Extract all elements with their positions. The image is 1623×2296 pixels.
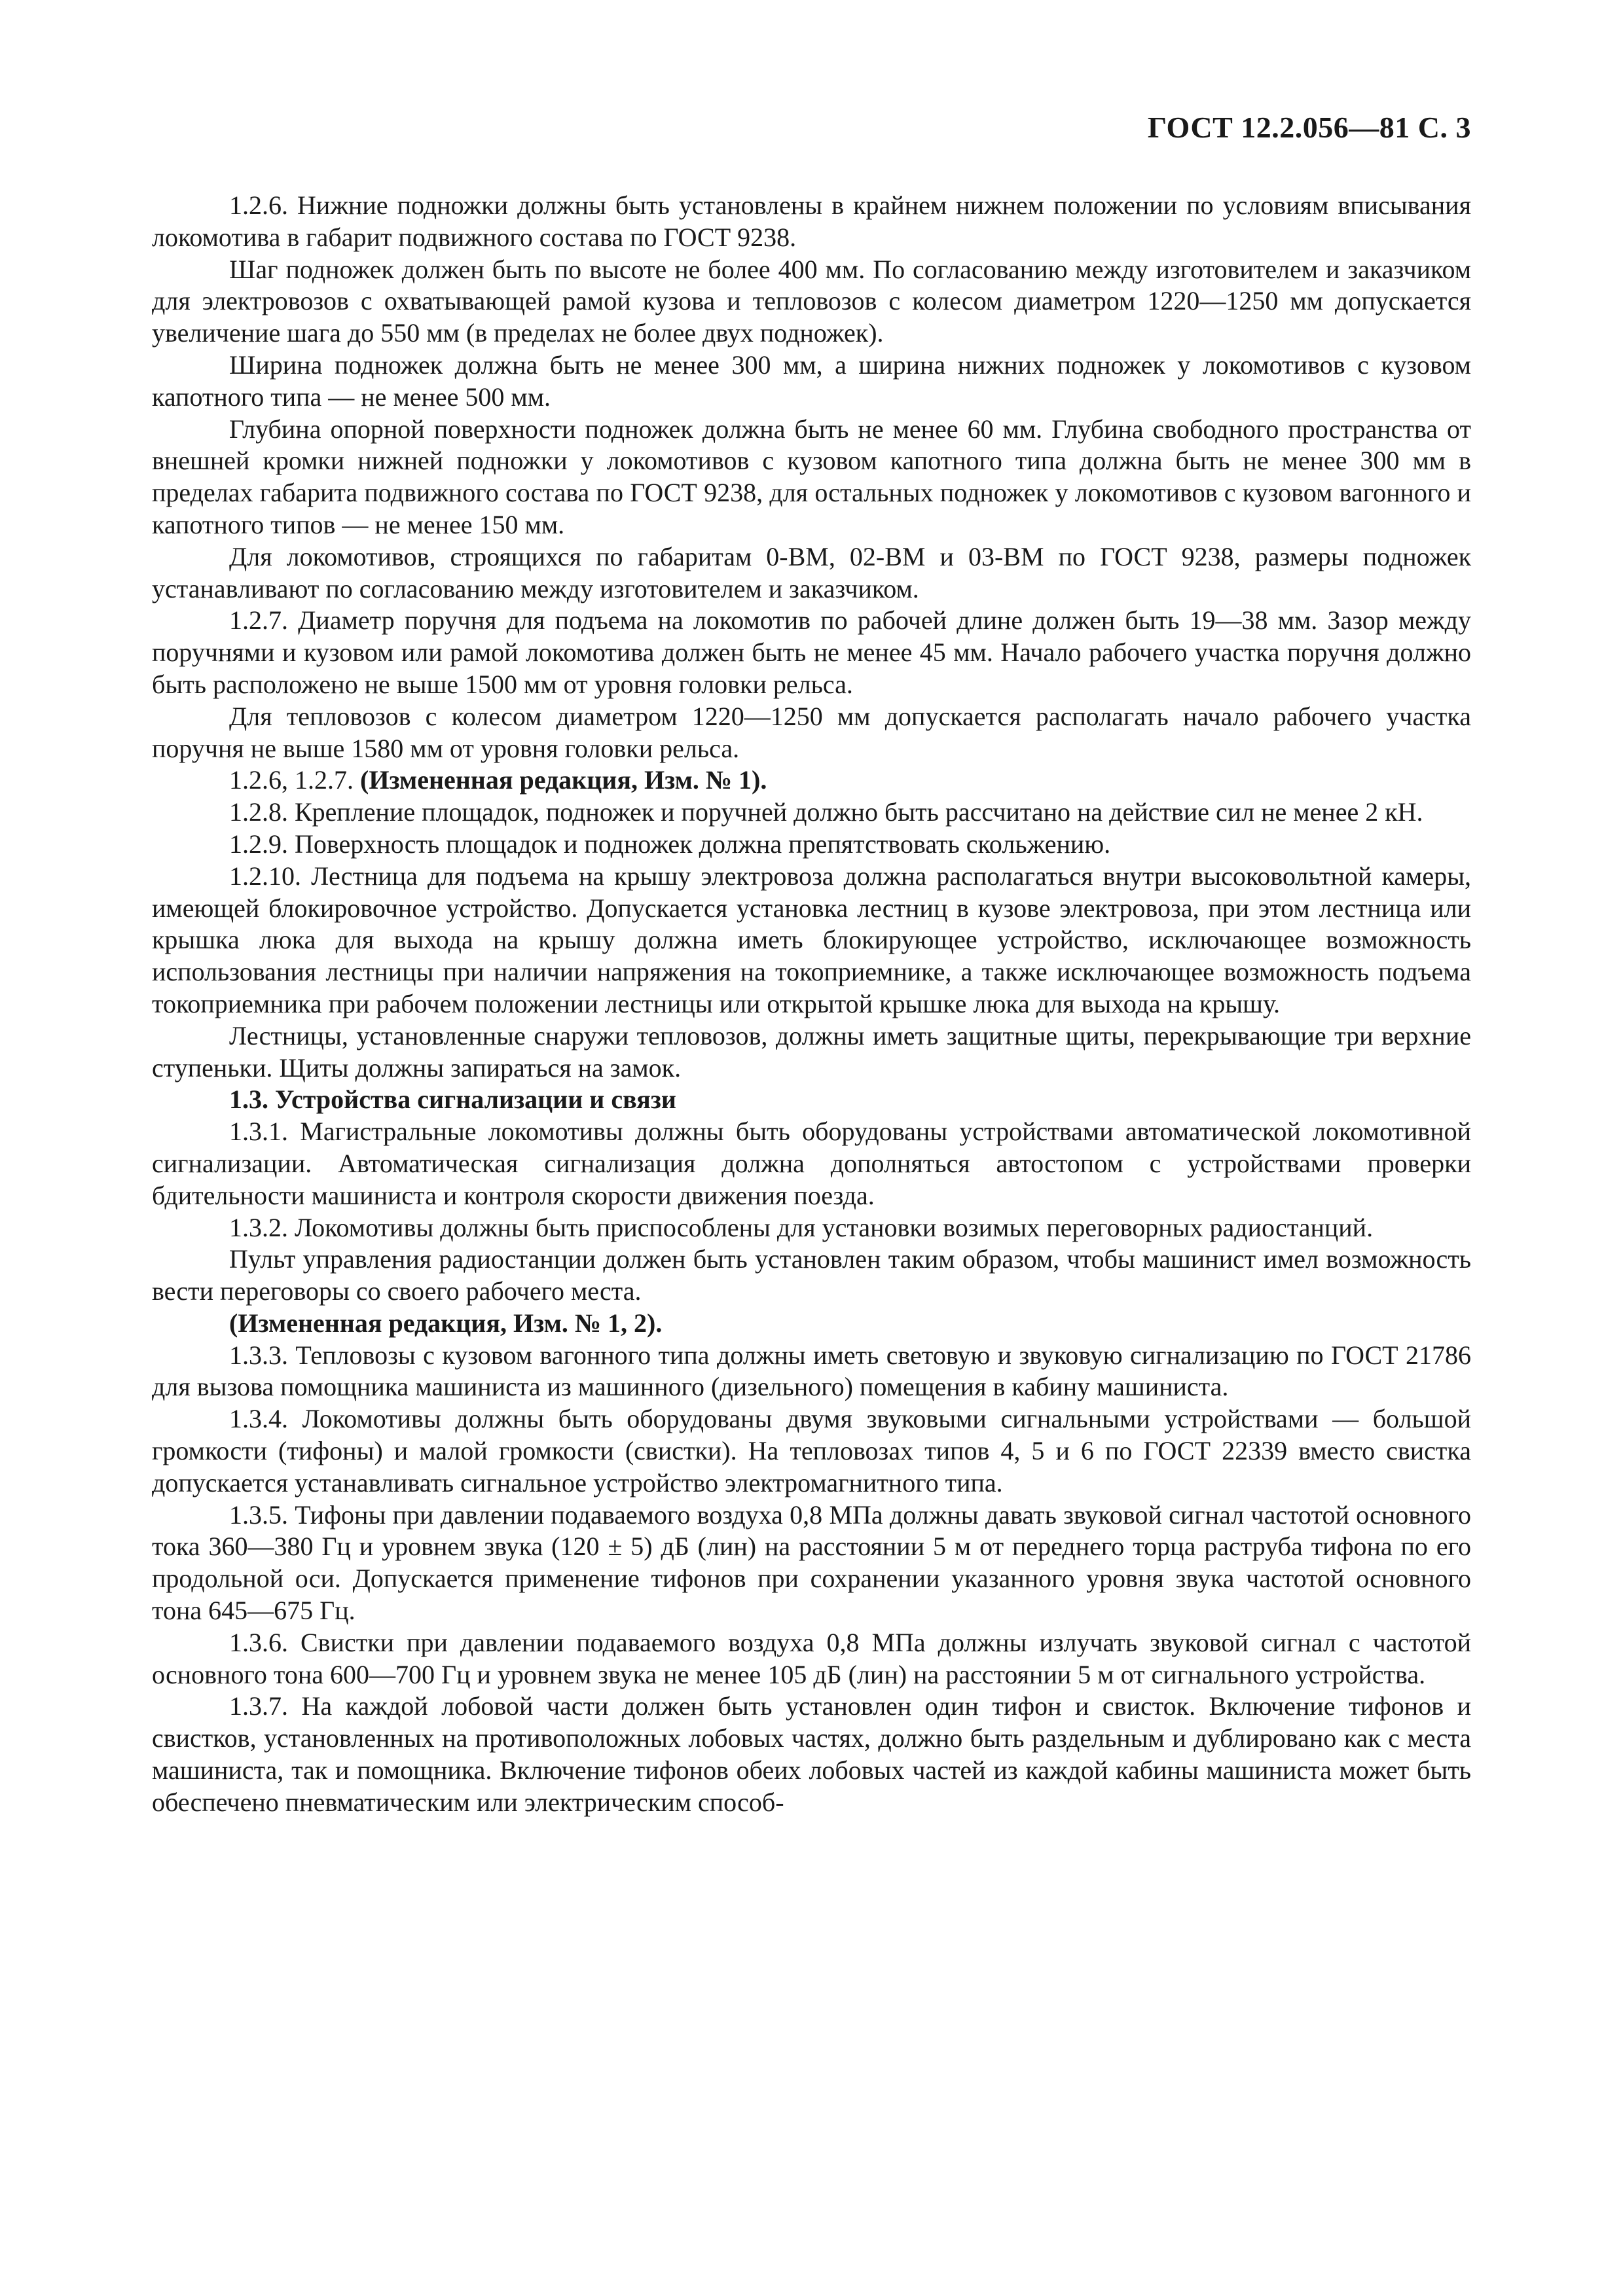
running-title: ГОСТ 12.2.056—81 С. 3: [1147, 111, 1471, 144]
paragraph: 1.2.7. Диаметр поручня для подъема на локомотив по рабочей длине должен быть 19—38 мм. Зазор между поручнями и кузовом или рамой локомотива должен быть не менее 45 мм. Начало рабочего участка поручня должно быть расположено не выше 1500 мм от уровня головки рельса.: [152, 605, 1471, 699]
paragraph: 1.3.1. Магистральные локомотивы должны быть оборудованы устройствами автоматической локомотивной сигнализации. Автоматическая сигнализация должна дополняться автостопом с устройствами проверки бдительности машиниста и контроля скорости движения поезда.: [152, 1117, 1471, 1210]
paragraph: 1.3.2. Локомотивы должны быть приспособлены для установки возимых переговорных радиостанций.: [229, 1212, 1374, 1242]
paragraph: Для локомотивов, строящихся по габаритам 0-ВМ, 02-ВМ и 03-ВМ по ГОСТ 9238, размеры подножек устанавливают по согласованию между изготовителем и заказчиком.: [152, 541, 1471, 603]
paragraph: 1.3.5. Тифоны при давлении подаваемого воздуха 0,8 МПа должны давать звуковой сигнал частотой основного тока 360—380 Гц и уровнем звука (120 ± 5) дБ (лин) на расстоянии 5 м от переднего торца раструба тифона по его продольной оси. Допускается применение тифонов при сохранении указанного уровня звука частотой основного тона 645—675 Гц.: [152, 1499, 1471, 1626]
paragraph: 1.2.10. Лестница для подъема на крышу электровоза должна располагаться внутри высоковольтной камеры, имеющей блокировочное устройство. Допускается установка лестниц в кузове электровоза, при этом лестница или крышка люка для выхода на крышу должна иметь блокирующее устройство, исключающее возможность использования лестницы при наличии напряжения на токоприемнике, а также исключающее возможность подъема токоприемника при рабочем положении лестницы или открытой крышке люка для выхода на крышу.: [152, 861, 1471, 1018]
document-body: [152, 190, 1471, 1819]
paragraph: Шаг подножек должен быть по высоте не более 400 мм. По согласованию между изготовителем и заказчиком для электровозов с охватывающей рамой кузова и тепловозов с колесом диаметром 1220—1250 мм допускается увеличение шага до 550 мм (в пределах не более двух подножек).: [152, 254, 1471, 348]
amendment-text: (Измененная редакция, Изм. № 1).: [360, 765, 767, 795]
paragraph: 1.3.6. Свистки при давлении подаваемого воздуха 0,8 МПа должны излучать звуковой сигнал с частотой основного тона 600—700 Гц и уровнем звука не менее 105 дБ (лин) на расстоянии 5 м от сигнального устройства.: [152, 1627, 1471, 1689]
paragraph: 1.3.4. Локомотивы должны быть оборудованы двумя звуковыми сигнальными устройствами — большой громкости (тифоны) и малой громкости (свистки). На тепловозах типов 4, 5 и 6 по ГОСТ 22339 вместо свистка допускается устанавливать сигнальное устройство электромагнитного типа.: [152, 1404, 1471, 1498]
paragraph: 1.3.3. Тепловозы с кузовом вагонного типа должны иметь световую и звуковую сигнализацию по ГОСТ 21786 для вызова помощника машиниста из машинного (дизельного) помещения в кабину машиниста.: [152, 1340, 1471, 1402]
paragraph: 1.3.7. На каждой лобовой части должен быть установлен один тифон и свисток. Включение тифонов и свистков, установленных на противоположных лобовых частях, должно быть раздельным и дублировано как с места машиниста, так и помощника. Включение тифонов обеих лобовых частей из каждой кабины машиниста может быть обеспечено пневматическим или электрическим способ-: [152, 1691, 1471, 1817]
paragraph: 1.2.8. Крепление площадок, подножек и поручней должно быть рассчитано на действие сил не менее 2 кН.: [229, 797, 1423, 827]
paragraph: Для тепловозов с колесом диаметром 1220—1250 мм допускается располагать начало рабочего участка поручня не выше 1580 мм от уровня головки рельса.: [152, 701, 1471, 763]
section-heading: 1.3. Устройства сигнализации и связи: [229, 1085, 676, 1115]
paragraph: 1.2.6. Нижние подножки должны быть установлены в крайнем нижнем положении по условиям вписывания локомотива в габарит подвижного состава по ГОСТ 9238.: [152, 190, 1471, 252]
paragraph: Глубина опорной поверхности подножек должна быть не менее 60 мм. Глубина свободного пространства от внешней кромки нижней подножки у локомотивов с кузовом капотного типа должна быть не менее 300 мм в пределах габарита подвижного состава по ГОСТ 9238, для остальных подножек у локомотивов с кузовом вагонного и капотного типов — не менее 150 мм.: [152, 414, 1471, 539]
paragraph: 1.2.9. Поверхность площадок и подножек должна препятствовать скольжению.: [229, 829, 1111, 859]
paragraph: Пульт управления радиостанции должен быть установлен таким образом, чтобы машинист имел возможность вести переговоры со своего рабочего места.: [152, 1244, 1471, 1306]
amendment-note: [152, 764, 1471, 797]
amendment-clauses: 1.2.6, 1.2.7.: [229, 765, 360, 795]
paragraph: Ширина подножек должна быть не менее 300 мм, а ширина нижних подножек у локомотивов с кузовом капотного типа — не менее 500 мм.: [152, 350, 1471, 412]
amendment-note: (Измененная редакция, Изм. № 1, 2).: [229, 1308, 663, 1338]
paragraph: Лестницы, установленные снаружи тепловозов, должны иметь защитные щиты, перекрывающие три верхние ступеньки. Щиты должны запираться на замок.: [152, 1020, 1471, 1083]
